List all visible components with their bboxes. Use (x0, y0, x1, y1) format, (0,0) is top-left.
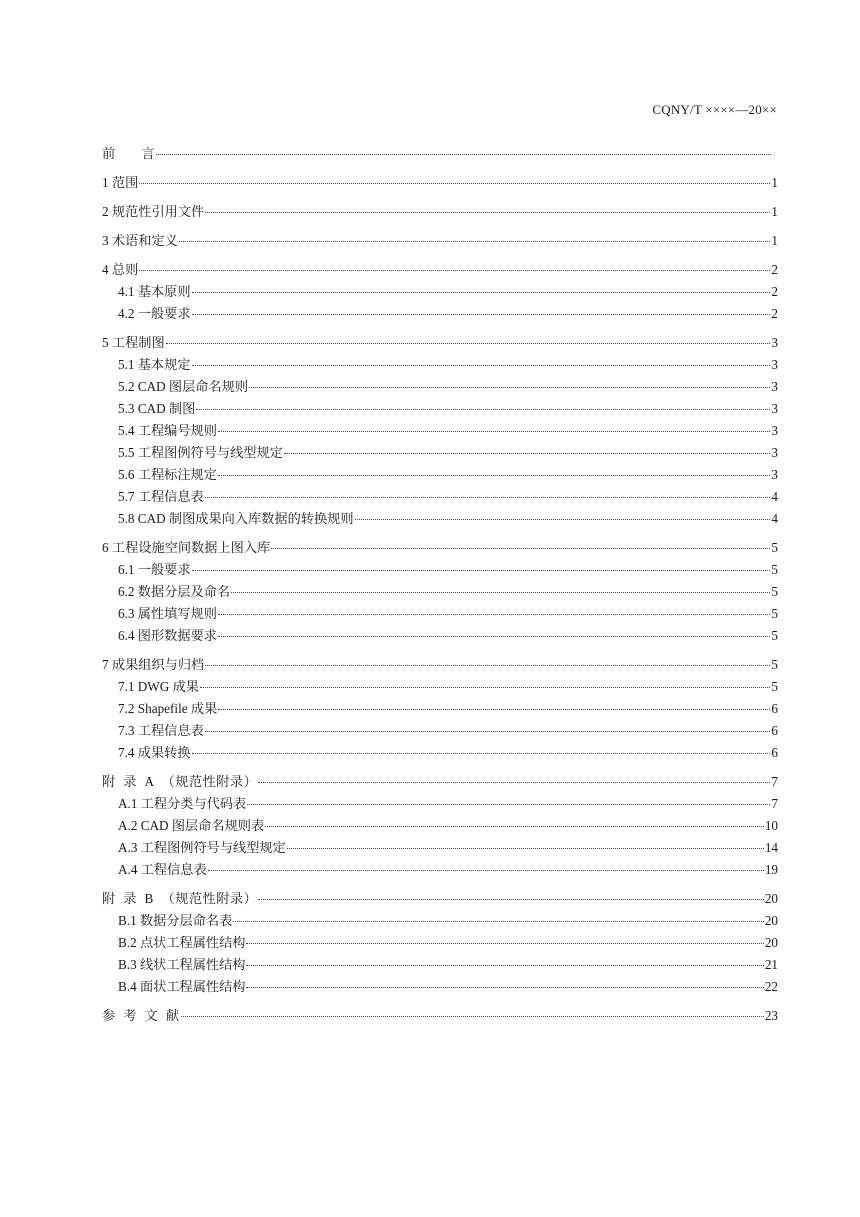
dot-leader (205, 212, 770, 213)
toc-page-number: 7 (771, 774, 778, 789)
dot-leader (265, 826, 764, 827)
toc-page-number: 5 (771, 606, 778, 621)
toc-entry-label: 4.2 一般要求 (118, 306, 191, 321)
dot-leader (192, 570, 771, 571)
toc-page-number: 5 (771, 584, 778, 599)
toc-page-number: 2 (771, 262, 778, 277)
toc-subentry[interactable] (102, 423, 778, 439)
toc-entry-label: 1 范围 (102, 175, 139, 190)
toc-entry-label: 6.2 数据分层及命名 (118, 584, 231, 599)
toc-subentry[interactable] (102, 562, 778, 578)
dot-leader (231, 592, 770, 593)
dot-leader (218, 475, 771, 476)
toc-page-number: 5 (771, 628, 778, 643)
toc-subentry[interactable] (102, 445, 778, 461)
dot-leader (205, 497, 771, 498)
toc-entry-label: 7 成果组织与归档 (102, 657, 205, 672)
dot-leader (246, 987, 763, 988)
toc-page-number: 3 (771, 423, 778, 438)
dot-leader (249, 387, 770, 388)
dot-leader (218, 636, 771, 637)
dot-leader (246, 943, 763, 944)
toc-page-number: 10 (764, 818, 778, 833)
toc-subentry[interactable] (102, 306, 778, 322)
toc-entry-label: 7.3 工程信息表 (118, 723, 204, 738)
toc-page-number: 5 (771, 657, 778, 672)
dot-leader (218, 614, 771, 615)
toc-subentry[interactable] (102, 511, 778, 527)
toc-entry-label: B.4 面状工程属性结构 (118, 979, 246, 994)
toc-entry-label: 5.7 工程信息表 (118, 489, 204, 504)
dot-leader (156, 154, 771, 155)
toc-subentry[interactable] (102, 957, 778, 973)
dot-leader (192, 365, 771, 366)
toc-subentry[interactable] (102, 489, 778, 505)
dot-leader (258, 782, 770, 783)
toc-entry-label: 7.2 Shapefile 成果 (118, 701, 218, 716)
toc-page-number: 3 (771, 335, 778, 350)
toc-page-number: 14 (764, 840, 778, 855)
toc-entry-label: B.3 线状工程属性结构 (118, 957, 246, 972)
dot-leader (287, 848, 764, 849)
toc-entry-label: 5 工程制图 (102, 335, 165, 350)
toc-subentry[interactable] (102, 701, 778, 717)
toc-entry[interactable] (102, 774, 778, 790)
toc-page-number: 4 (771, 489, 778, 504)
toc-entry-label: 6 工程设施空间数据上图入库 (102, 540, 271, 555)
toc-subentry[interactable] (102, 379, 778, 395)
toc-subentry[interactable] (102, 796, 778, 812)
toc-entry-label: A.4 工程信息表 (118, 862, 207, 877)
toc-subentry[interactable] (102, 840, 778, 856)
dot-leader (205, 731, 771, 732)
toc-page-number: 1 (771, 233, 778, 248)
toc-entry-label: 5.3 CAD 制图 (118, 401, 196, 416)
toc-subentry[interactable] (102, 401, 778, 417)
dot-leader (139, 270, 770, 271)
toc-subentry[interactable] (102, 284, 778, 300)
toc-entry-label: 5.2 CAD 图层命名规则 (118, 379, 249, 394)
toc-subentry[interactable] (102, 628, 778, 644)
toc-entry[interactable] (102, 204, 778, 220)
toc-page-number: 4 (771, 511, 778, 526)
toc-entry[interactable] (102, 657, 778, 673)
toc-entry-label: 6.1 一般要求 (118, 562, 191, 577)
toc-entry-label: 4 总则 (102, 262, 139, 277)
toc-page-number: 19 (764, 862, 778, 877)
toc-entry-label: 6.4 图形数据要求 (118, 628, 217, 643)
toc-entry-label: 附 录 B （规范性附录） (102, 891, 258, 906)
dot-leader (205, 665, 770, 666)
toc-entry[interactable] (102, 262, 778, 278)
dot-leader (181, 1016, 764, 1017)
document-code: CQNY/T ××××—20×× (652, 102, 777, 117)
toc-page-number: 3 (771, 379, 778, 394)
toc-entry-label: 参 考 文 献 (102, 1008, 180, 1023)
toc-entry-label: 3 术语和定义 (102, 233, 178, 248)
toc-page-number: 2 (771, 306, 778, 321)
toc-page-number: 3 (771, 357, 778, 372)
dot-leader (271, 548, 770, 549)
toc-entry-label: 5.4 工程编号规则 (118, 423, 217, 438)
toc-entry-label: 4.1 基本原则 (118, 284, 191, 299)
dot-leader (200, 687, 770, 688)
toc-entry-label: B.1 数据分层命名表 (118, 913, 233, 928)
table-of-contents (102, 146, 778, 1024)
dot-leader (258, 899, 764, 900)
dot-leader (218, 431, 771, 432)
dot-leader (208, 870, 764, 871)
toc-entry[interactable] (102, 175, 778, 191)
toc-page-number: 5 (771, 562, 778, 577)
toc-page-number: 3 (771, 445, 778, 460)
toc-subentry[interactable] (102, 723, 778, 739)
toc-entry-label: A.3 工程图例符号与线型规定 (118, 840, 286, 855)
toc-subentry[interactable] (102, 467, 778, 483)
toc-entry-label: 5.5 工程图例符号与线型规定 (118, 445, 283, 460)
toc-subentry[interactable] (102, 606, 778, 622)
dot-leader (247, 804, 770, 805)
toc-page-number: 5 (771, 540, 778, 555)
toc-page-number: 1 (771, 175, 778, 190)
toc-entry-label: 7.1 DWG 成果 (118, 679, 199, 694)
toc-page-number: 2 (771, 284, 778, 299)
toc-page-number: 20 (764, 891, 778, 906)
toc-entry-label: 附 录 A （规范性附录） (102, 774, 258, 789)
toc-page-number: 23 (764, 1008, 778, 1023)
toc-entry-label: A.1 工程分类与代码表 (118, 796, 247, 811)
toc-page-number: 7 (771, 796, 778, 811)
toc-page-number: 6 (771, 745, 778, 760)
toc-page-number: 6 (771, 701, 778, 716)
toc-page-number: 21 (764, 957, 778, 972)
toc-subentry[interactable] (102, 584, 778, 600)
toc-entry-label: 7.4 成果转换 (118, 745, 191, 760)
toc-entry-label: 5.8 CAD 制图成果向入库数据的转换规则 (118, 511, 354, 526)
dot-leader (192, 753, 771, 754)
dot-leader (196, 409, 770, 410)
toc-entry-label: 6.3 属性填写规则 (118, 606, 217, 621)
toc-page-number: 3 (771, 401, 778, 416)
toc-subentry[interactable] (102, 979, 778, 995)
toc-entry[interactable] (102, 146, 778, 162)
toc-entry-label: 2 规范性引用文件 (102, 204, 205, 219)
toc-page-number: 20 (764, 935, 778, 950)
toc-entry[interactable] (102, 540, 778, 556)
dot-leader (233, 921, 764, 922)
toc-entry-label: B.2 点状工程属性结构 (118, 935, 246, 950)
toc-entry-label: 前 言 (102, 146, 155, 161)
toc-page-number: 20 (764, 913, 778, 928)
toc-page-number: 5 (771, 679, 778, 694)
dot-leader (192, 314, 771, 315)
dot-leader (284, 453, 771, 454)
toc-subentry[interactable] (102, 913, 778, 929)
toc-subentry[interactable] (102, 818, 778, 834)
toc-subentry[interactable] (102, 679, 778, 695)
dot-leader (355, 519, 771, 520)
toc-subentry[interactable] (102, 357, 778, 373)
dot-leader (246, 965, 763, 966)
dot-leader (192, 292, 771, 293)
dot-leader (218, 709, 770, 710)
toc-subentry[interactable] (102, 862, 778, 878)
toc-page-number: 22 (764, 979, 778, 994)
toc-entry[interactable] (102, 891, 778, 907)
toc-entry[interactable] (102, 233, 778, 249)
toc-page-number: 3 (771, 467, 778, 482)
dot-leader (139, 183, 770, 184)
toc-entry[interactable] (102, 335, 778, 351)
toc-entry-label: A.2 CAD 图层命名规则表 (118, 818, 265, 833)
toc-page-number: 1 (771, 204, 778, 219)
toc-entry-label: 5.1 基本规定 (118, 357, 191, 372)
toc-entry[interactable] (102, 1008, 778, 1024)
dot-leader (166, 343, 771, 344)
toc-subentry[interactable] (102, 745, 778, 761)
dot-leader (179, 241, 771, 242)
toc-subentry[interactable] (102, 935, 778, 951)
toc-page-number: 6 (771, 723, 778, 738)
toc-entry-label: 5.6 工程标注规定 (118, 467, 217, 482)
